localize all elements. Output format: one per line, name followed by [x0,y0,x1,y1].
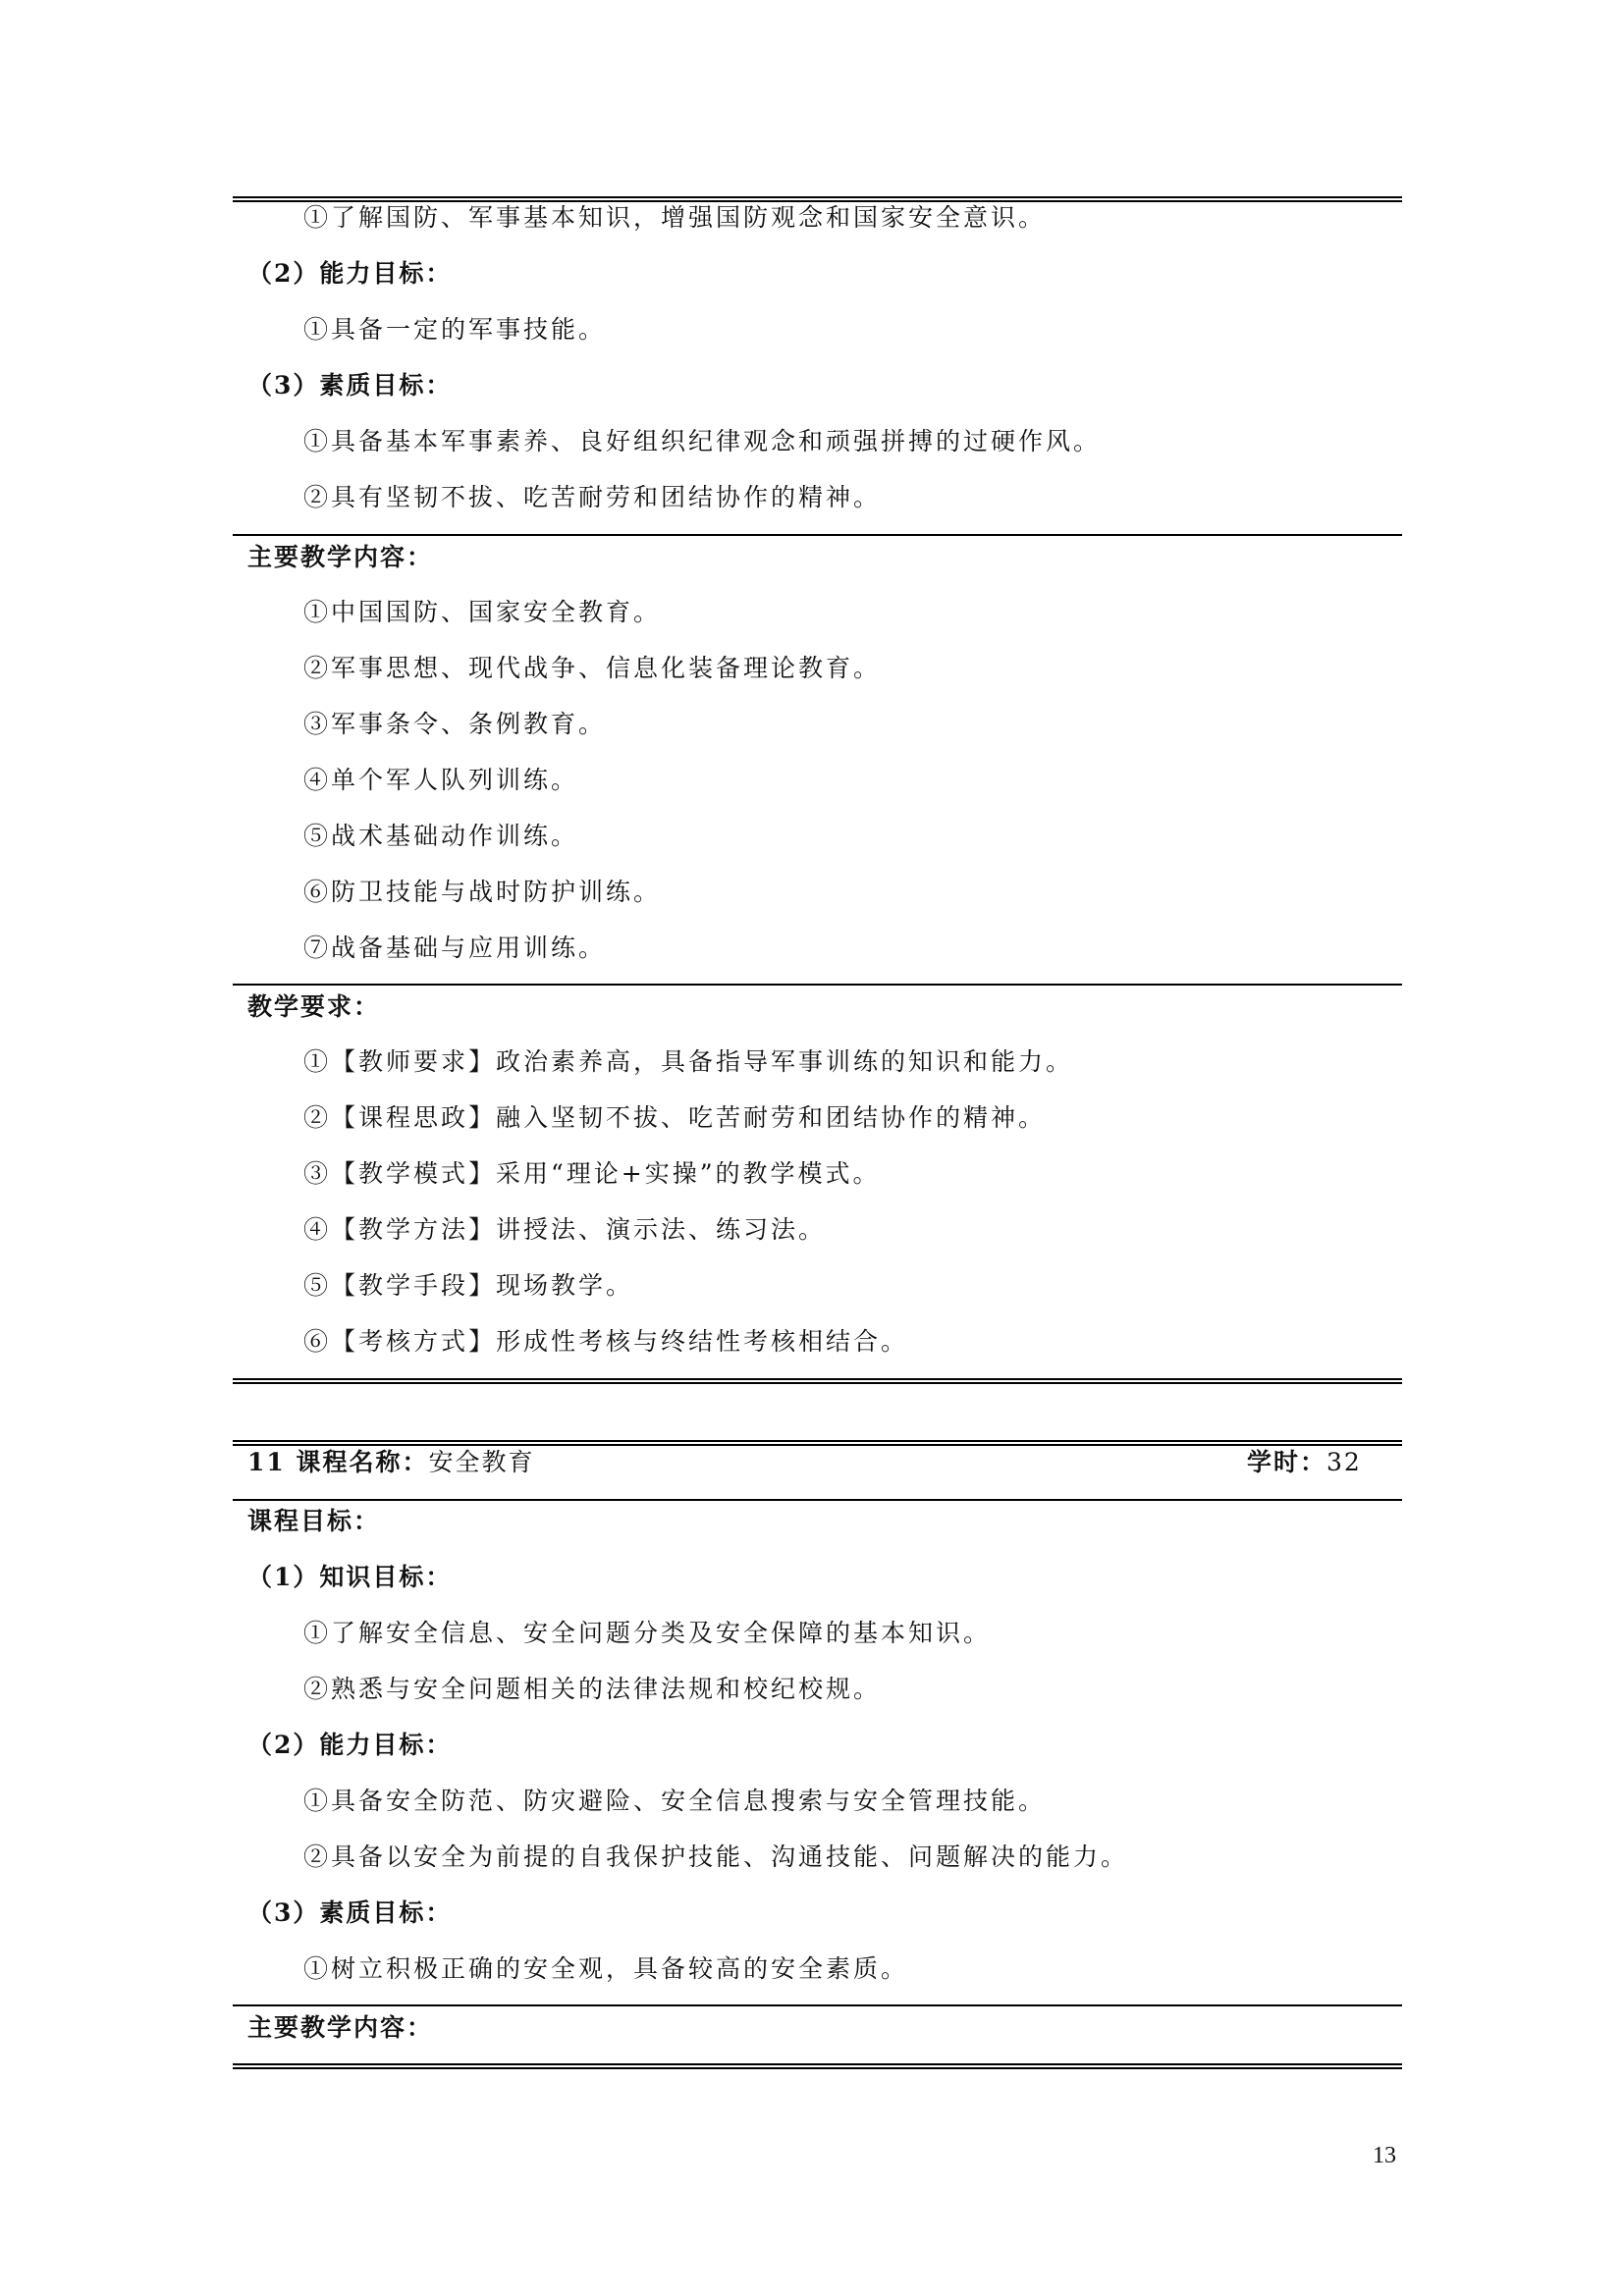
quality-item-2: ②具有坚韧不拔、吃苦耐劳和团结协作的精神。 [303,483,882,511]
quality-goal-label: （3）素质目标： [247,371,453,400]
content-item-5: ⑤战术基础动作训练。 [303,822,579,850]
requirement-item-6: ⑥【考核方式】形成性考核与终结性考核相结合。 [303,1327,909,1356]
ability-goal-label: （2）能力目标： [247,1731,453,1759]
row-divider [233,534,1402,536]
course-name-row [247,1443,535,1482]
requirement-item-2: ②【课程思政】融入坚韧不拔、吃苦耐劳和团结协作的精神。 [303,1103,1047,1132]
requirement-item-1: ①【教师要求】政治素养高，具备指导军事训练的知识和能力。 [303,1047,1074,1076]
knowledge-item-2: ②熟悉与安全问题相关的法律法规和校纪校规。 [303,1675,882,1703]
ability-goal-label: （2）能力目标： [247,259,453,288]
quality-item-1: ①具备基本军事素养、良好组织纪律观念和顽强拼搏的过硬作风。 [303,427,1102,455]
ability-item-1: ①具备安全防范、防灾避险、安全信息搜索与安全管理技能。 [303,1787,1047,1815]
content-item-3: ③军事条令、条例教育。 [303,710,607,738]
ability-item-2: ②具备以安全为前提的自我保护技能、沟通技能、问题解决的能力。 [303,1842,1129,1871]
knowledge-item-1: ①了解安全信息、安全问题分类及安全保障的基本知识。 [303,1619,992,1647]
content-item-4: ④单个军人队列训练。 [303,766,579,794]
row-divider [233,2004,1402,2006]
knowledge-item-1: ①了解国防、军事基本知识，增强国防观念和国家安全意识。 [303,203,1047,232]
knowledge-goal-label: （1）知识目标： [247,1563,453,1591]
table-bottom-rule [233,2063,1402,2069]
course-hours-row [1247,1443,1362,1482]
teaching-requirements-label: 教学要求： [247,992,381,1021]
requirement-item-3: ③【教学模式】采用“理论+实操”的教学模式。 [303,1159,881,1188]
content-item-7: ⑦战备基础与应用训练。 [303,934,607,962]
teaching-content-label: 主要教学内容： [247,543,434,571]
content-item-2: ②军事思想、现代战争、信息化装备理论教育。 [303,654,882,682]
quality-goal-label: （3）素质目标： [247,1898,453,1927]
row-divider [233,1499,1402,1501]
requirement-item-5: ⑤【教学手段】现场教学。 [303,1271,634,1300]
requirement-item-4: ④【教学方法】讲授法、演示法、练习法。 [303,1215,827,1244]
course-goal-label: 课程目标： [247,1507,381,1535]
course-name-label: 11 课程名称： [247,1448,429,1476]
content-item-6: ⑥防卫技能与战时防护训练。 [303,878,662,906]
table-bottom-rule [233,1378,1402,1384]
row-divider [233,984,1402,986]
course-name-value: 安全教育 [428,1448,535,1476]
quality-item-1: ①树立积极正确的安全观，具备较高的安全素质。 [303,1954,909,1983]
teaching-content-label: 主要教学内容： [247,2013,434,2042]
hours-label: 学时： [1247,1448,1327,1476]
hours-value: 32 [1326,1448,1362,1476]
page-number: 13 [1373,2143,1396,2168]
content-item-1: ①中国国防、国家安全教育。 [303,598,662,626]
ability-item-1: ①具备一定的军事技能。 [303,315,607,344]
